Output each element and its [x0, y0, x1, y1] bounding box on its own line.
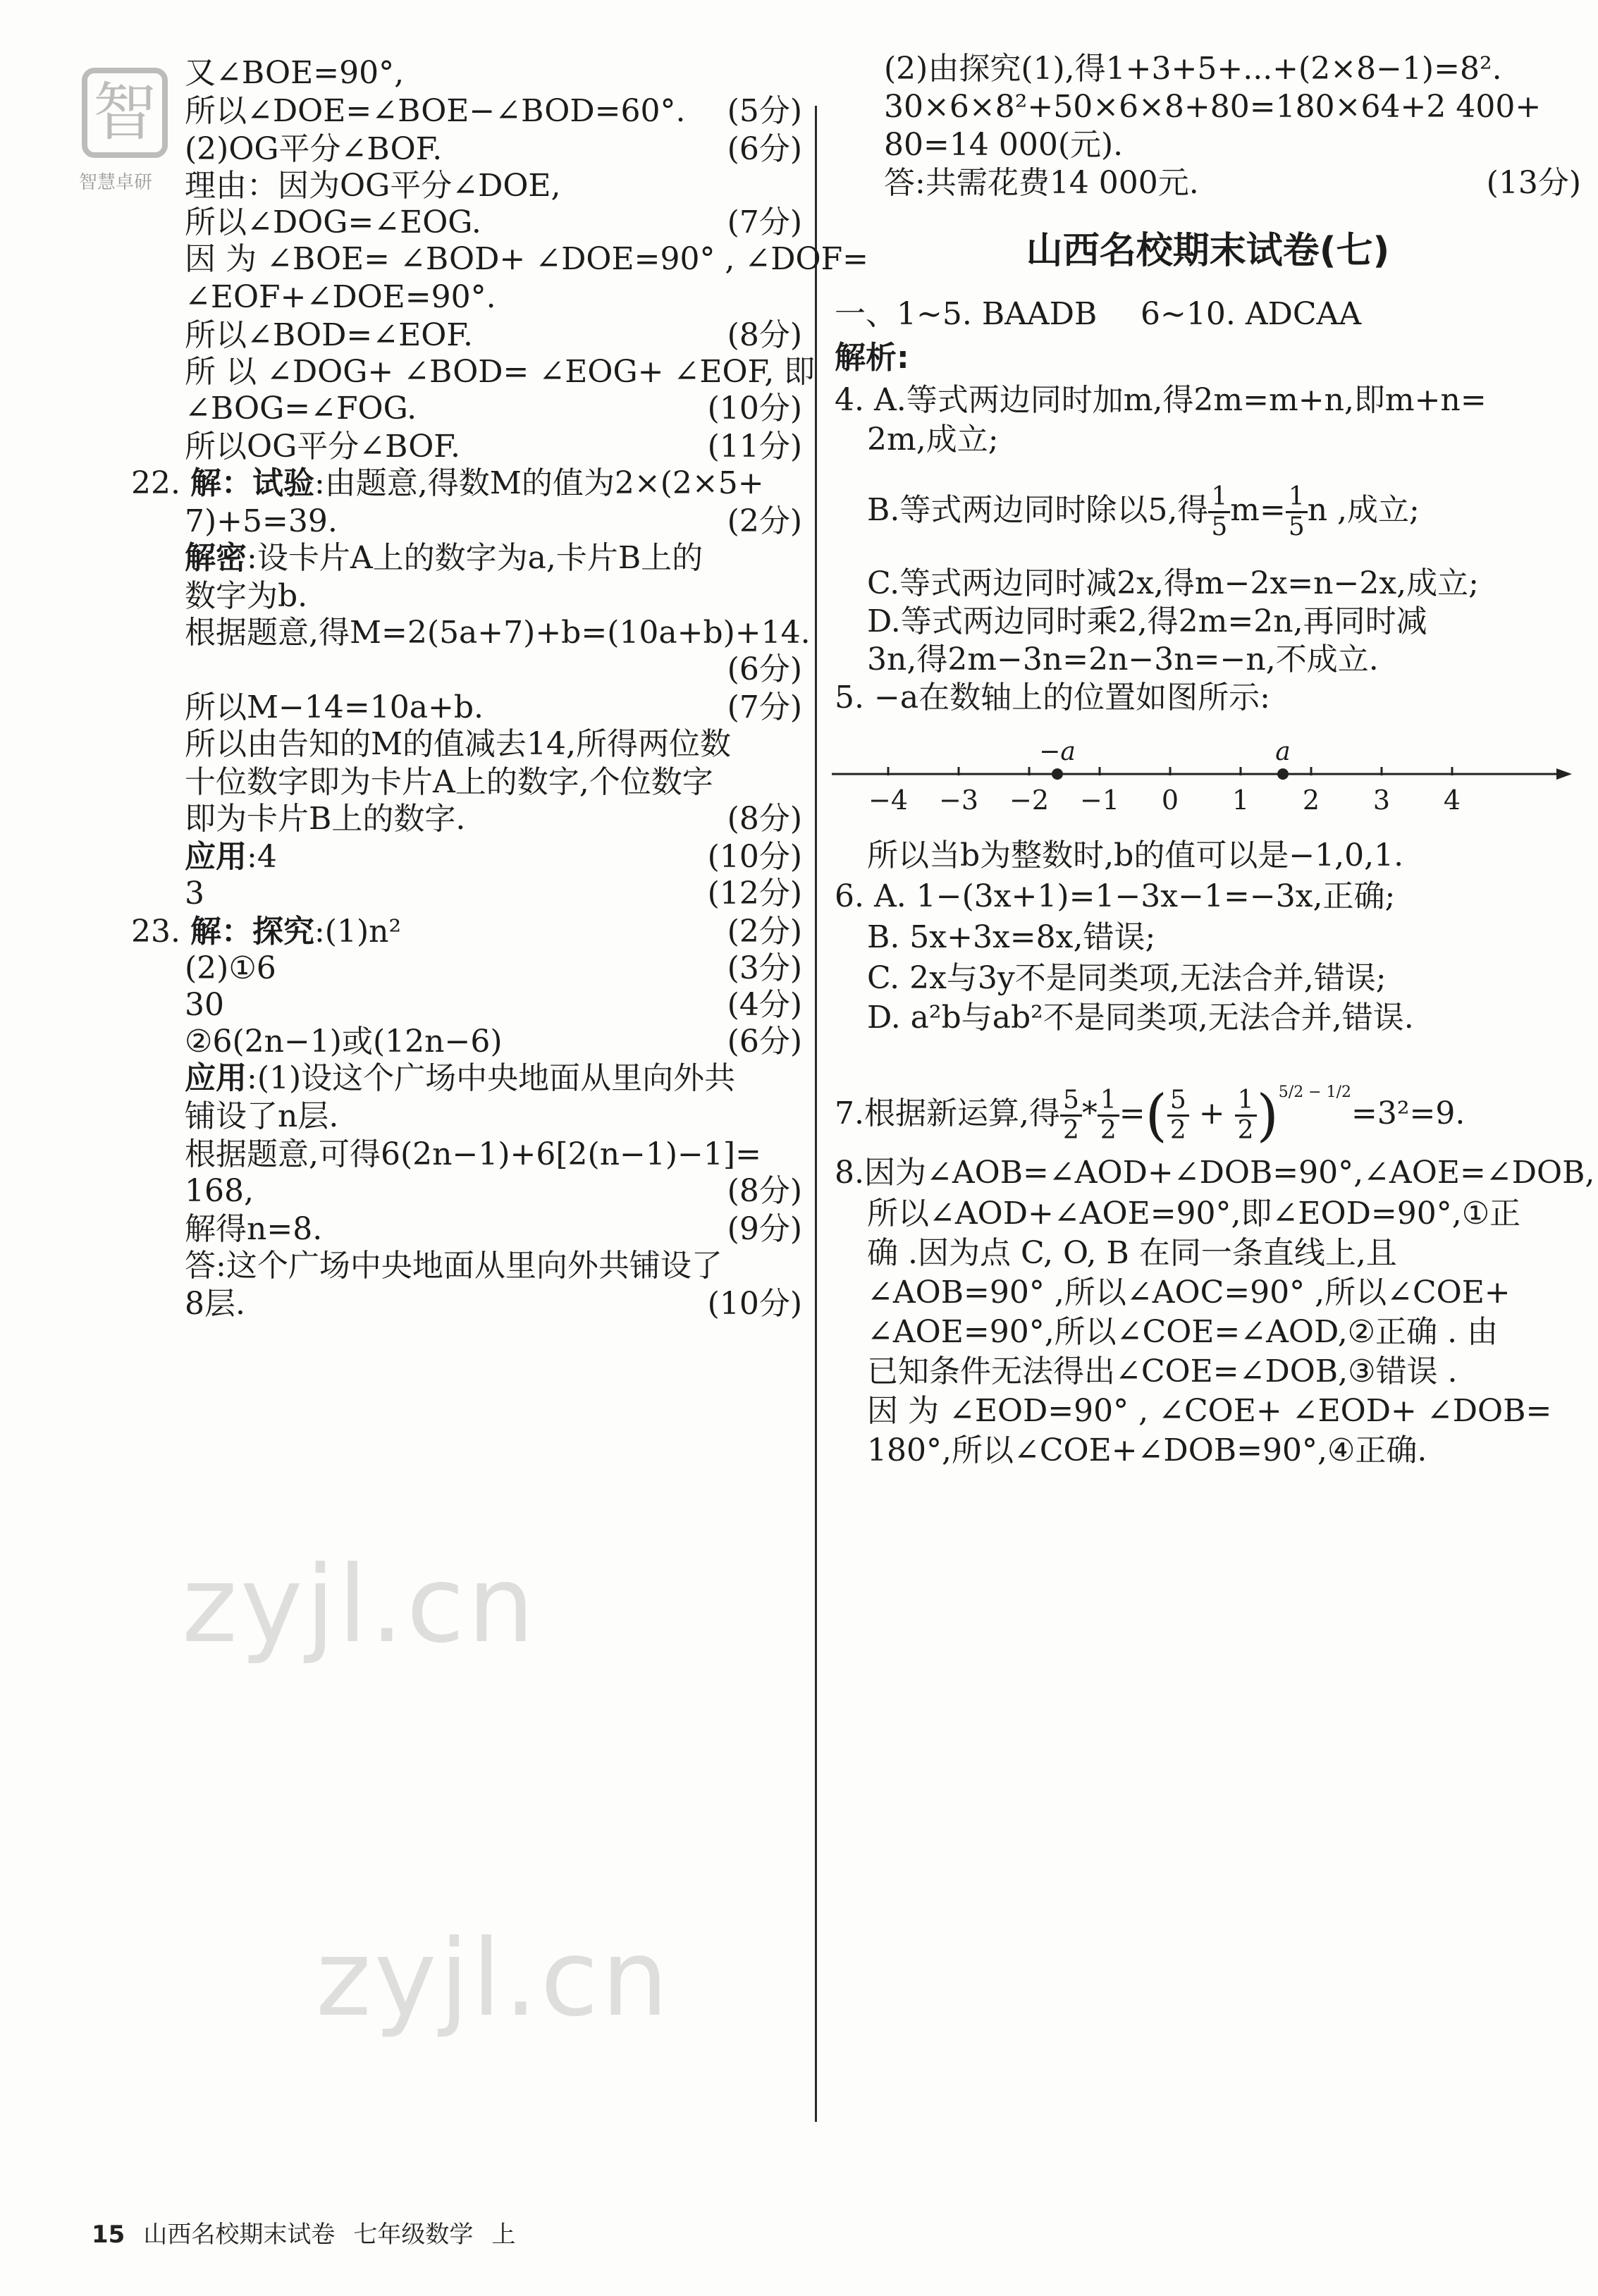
answer-line: 所 以 ∠DOG+ ∠BOD= ∠EOG+ ∠EOF, 即: [185, 354, 816, 390]
answer-line: ②6(2n−1)或(12n−6) (6分): [185, 1024, 802, 1060]
point-marker: [1052, 768, 1063, 780]
tick-label: 1: [1231, 785, 1250, 816]
answer-line: 解密:设卡片A上的数字为a,卡片B上的: [185, 540, 703, 576]
answer-line: (6分): [727, 651, 802, 687]
answer-line: 4. A.等式两边同时加m,得2m=m+n,即m+n=: [835, 382, 1487, 418]
point-label: −a: [1039, 737, 1076, 766]
answer-line-with-fraction: B.等式两边同时除以5,得 $\frac{1}{5}$ m= $\frac{1}{5}$ n ,成立;: [867, 482, 1420, 541]
answer-line: (2)OG平分∠BOF. (6分): [185, 131, 802, 167]
tick-label: −3: [938, 785, 979, 816]
point-marker: [1277, 768, 1289, 780]
answer-line: 根据题意,可得6(2n−1)+6[2(n−1)−1]=: [185, 1136, 761, 1172]
answer-line: 所以OG平分∠BOF. (11分): [185, 429, 802, 465]
answer-line: 3n,得2m−3n=2n−3n=−n,不成立.: [867, 641, 1379, 677]
answer-line: D.等式两边同时乘2,得2m=2n,再同时减: [867, 603, 1427, 639]
answer-line: 3 (12分): [185, 876, 802, 911]
answer-line: 解得n=8. (9分): [185, 1211, 802, 1247]
page-footer: [92, 2221, 515, 2249]
answer-line: 根据题意,得M=2(5a+7)+b=(10a+b)+14.: [185, 615, 811, 651]
arrow-icon: [1556, 768, 1572, 780]
answer-line: ∠BOG=∠FOG. (10分): [185, 391, 802, 426]
tick-label: 4: [1443, 785, 1461, 816]
tick-label: 2: [1302, 785, 1320, 816]
answer-line: B. 5x+3x=8x,错误;: [867, 919, 1156, 955]
answer-line: 所以∠BOD=∠EOF. (8分): [185, 317, 802, 353]
section-title: 山西名校期末试卷(七): [1026, 230, 1390, 272]
answer-line: 8层. (10分): [185, 1286, 802, 1322]
tick-label: 3: [1372, 785, 1391, 816]
answer-line: 所以由告知的M的值减去14,所得两位数: [185, 726, 732, 762]
answer-line: 答:这个广场中央地面从里向外共铺设了: [185, 1248, 723, 1284]
analysis-heading: 解析:: [835, 340, 909, 376]
page-number: 15: [92, 2221, 125, 2249]
number-line-diagram: [818, 733, 1598, 832]
answer-line: 数字为b.: [185, 578, 308, 614]
answer-line: ∠AOE=90°,所以∠COE=∠AOD,②正确 . 由: [867, 1314, 1499, 1350]
tick-label: −1: [1079, 785, 1120, 816]
answer-line: 6. A. 1−(3x+1)=1−3x−1=−3x,正确;: [835, 878, 1396, 914]
book-title: 山西名校期末试卷: [143, 2221, 336, 2249]
answer-line: 80=14 000(元).: [884, 127, 1124, 163]
answer-line: 铺设了n层.: [185, 1098, 339, 1134]
tick-label: 0: [1161, 785, 1179, 816]
logo-text: 智慧卓研: [79, 172, 153, 193]
answer-line-with-fraction: 7.根据新运算,得 $\frac{5}{2}$ * $\frac{1}{2}$ =( $\frac{5}{2}$ + $\frac{1}{2}$ )$^{5/2 - 1/2}$=3²=9.: [835, 1082, 1465, 1148]
answer-line: 即为卡片B上的数字. (8分): [185, 801, 802, 837]
tick-label: −4: [868, 785, 909, 816]
watermark: zyjl.cn: [316, 1917, 672, 2040]
answer-line: C.等式两边同时减2x,得m−2x=n−2x,成立;: [867, 565, 1479, 601]
svg-text:智: 智: [93, 75, 156, 149]
answer-line: 已知条件无法得出∠COE=∠DOB,③错误 .: [867, 1353, 1458, 1389]
answer-line: D. a²b与ab²不是同类项,无法合并,错误.: [867, 1000, 1414, 1036]
answer-line: ∠EOF+∠DOE=90°.: [185, 279, 496, 315]
volume-label: 上: [491, 2221, 516, 2249]
answer-line: (2)由探究(1),得1+3+5+...+(2×8−1)=8².: [884, 51, 1502, 87]
answer-line: ∠AOB=90° ,所以∠AOC=90° ,所以∠COE+: [867, 1275, 1511, 1310]
answer-line: 应用:4 (10分): [185, 839, 802, 875]
answer-line: 所以∠DOE=∠BOE−∠BOD=60°. (5分): [185, 93, 802, 129]
answer-line: 十位数字即为卡片A上的数字,个位数字: [185, 764, 713, 800]
choice-answers: 一、1~5. BAADB 6~10. ADCAA: [835, 296, 1362, 332]
column-divider: [815, 106, 817, 2122]
answer-line: 又∠BOE=90°,: [185, 55, 405, 91]
question-23-line: 23. 解：探究:(1)n² (2分): [131, 914, 802, 950]
answer-line: (2)①6 (3分): [185, 950, 802, 986]
answer-line: 因 为 ∠BOE= ∠BOD+ ∠DOE=90° , ∠DOF=: [185, 241, 869, 277]
answer-line: 2m,成立;: [867, 422, 999, 458]
answer-line: 8.因为∠AOB=∠AOD+∠DOB=90°,∠AOE=∠DOB,: [835, 1155, 1595, 1191]
answer-line: 30×6×8²+50×6×8+80=180×64+2 400+: [884, 89, 1542, 125]
answer-line: 应用:(1)设这个广场中央地面从里向外共: [185, 1060, 736, 1096]
answer-line: 180°,所以∠COE+∠DOB=90°,④正确.: [867, 1432, 1427, 1468]
answer-line: 所以∠AOD+∠AOE=90°,即∠EOD=90°,①正: [867, 1196, 1521, 1232]
answer-line: C. 2x与3y不是同类项,无法合并,错误;: [867, 960, 1387, 996]
grade-label: 七年级数学: [353, 2221, 474, 2249]
fraction: $\frac{1}{5}$: [1208, 483, 1230, 541]
answer-line: 168, (8分): [185, 1173, 802, 1209]
answer-line: 所以∠DOG=∠EOG. (7分): [185, 204, 802, 240]
point-label: a: [1275, 737, 1291, 766]
question-22-line: 22. 解：试验:由题意,得数M的值为2×(2×5+: [131, 465, 764, 501]
tick-label: −2: [1009, 785, 1050, 816]
answer-line: 30 (4分): [185, 987, 802, 1023]
answer-line: 理由：因为OG平分∠DOE,: [185, 168, 561, 204]
watermark: zyjl.cn: [182, 1544, 538, 1666]
answer-line: 7)+5=39. (2分): [185, 503, 802, 539]
answer-line: 答:共需花费14 000元. (13分): [884, 165, 1581, 201]
fraction: $\frac{1}{5}$: [1286, 483, 1308, 541]
answer-line: 因 为 ∠EOD=90° , ∠COE+ ∠EOD+ ∠DOB=: [867, 1393, 1552, 1429]
answer-line: 5. −a在数轴上的位置如图所示:: [835, 680, 1270, 716]
answer-line: 确 .因为点 C, O, B 在同一条直线上,且: [867, 1235, 1397, 1271]
answer-line: 所以M−14=10a+b. (7分): [185, 689, 802, 725]
answer-line: 所以当b为整数时,b的值可以是−1,0,1.: [867, 837, 1404, 873]
